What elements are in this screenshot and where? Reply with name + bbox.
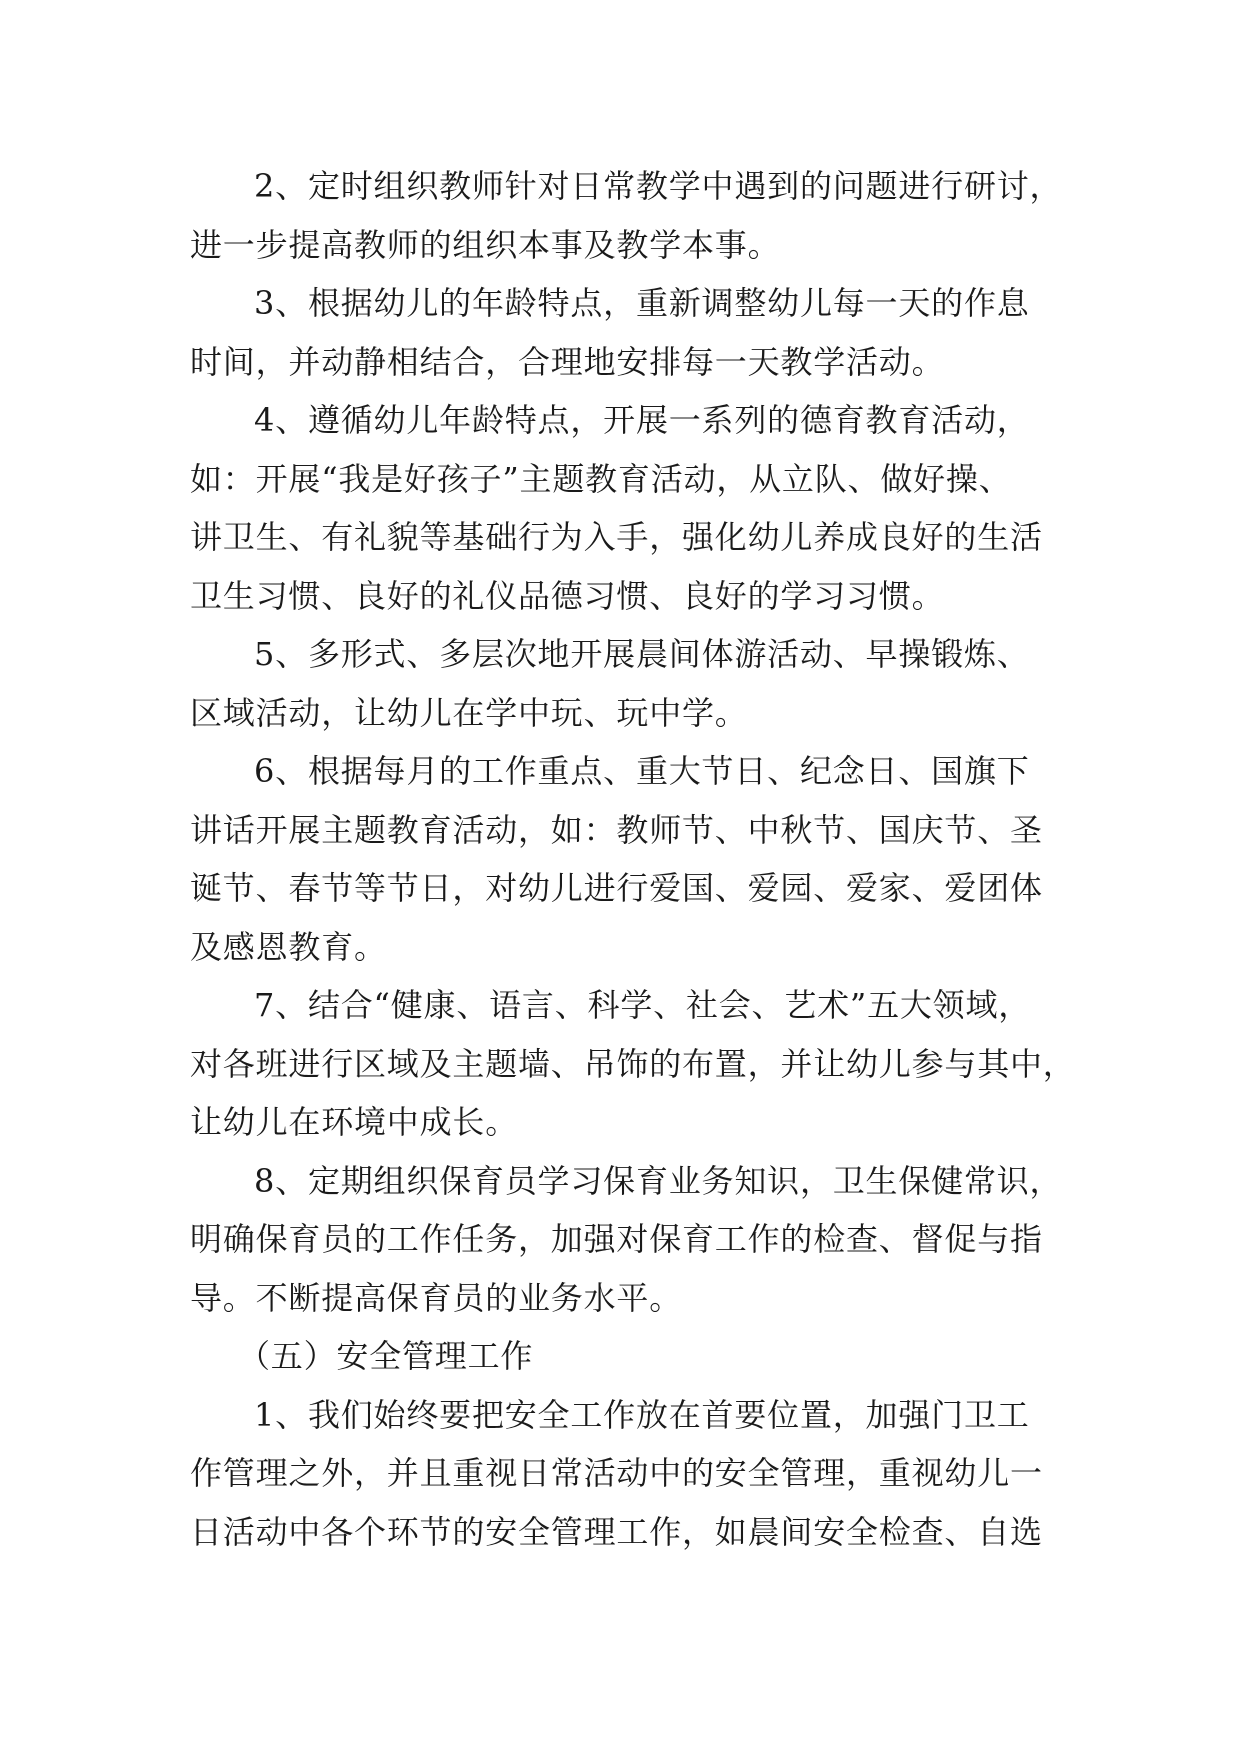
paragraph-6-line-1: 6、根据每月的工作重点、重大节日、纪念日、国旗下: [254, 752, 1030, 790]
paragraph-6-line-2: 讲话开展主题教育活动，如：教师节、中秋节、国庆节、圣: [190, 810, 1043, 849]
section-heading: （五）安全管理工作: [238, 1337, 534, 1375]
paragraph-7-line-2: 对各班进行区域及主题墙、吊饰的布置，并让幼儿参与其中，: [190, 1044, 1076, 1083]
paragraph-4-line-1: 4、遵循幼儿年龄特点，开展一系列的德育教育活动，: [254, 401, 1030, 439]
paragraph-5-line-2: 区域活动，让幼儿在学中玩、玩中学。: [190, 693, 748, 732]
paragraph-7-line-1: 7、结合“健康、语言、科学、社会、艺术”五大领域，: [254, 986, 1032, 1024]
paragraph-8-line-2: 明确保育员的工作任务，加强对保育工作的检查、督促与指: [190, 1220, 1043, 1258]
safety-paragraph-1-line-2: 作管理之外，并且重视日常活动中的安全管理，重视幼儿一: [190, 1454, 1043, 1492]
paragraph-3-line-2: 时间，并动静相结合，合理地安排每一天教学活动。: [190, 342, 945, 381]
safety-paragraph-1-line-1: 1、我们始终要把安全工作放在首要位置，加强门卫工: [254, 1395, 1030, 1434]
paragraph-8-line-1: 8、定期组织保育员学习保育业务知识，卫生保健常识，: [254, 1161, 1063, 1200]
paragraph-8-line-3: 导。不断提高保育员的业务水平。: [190, 1278, 683, 1317]
paragraph-5-line-1: 5、多形式、多层次地开展晨间体游活动、早操锻炼、: [254, 635, 1030, 673]
paragraph-6-line-4: 及感恩教育。: [190, 927, 387, 966]
paragraph-4-line-4: 卫生习惯、良好的礼仪品德习惯、良好的学习习惯。: [190, 576, 945, 615]
paragraph-2-line-1: 2、定时组织教师针对日常教学中遇到的问题进行研讨，: [254, 167, 1063, 205]
document-body: [190, 157, 1076, 1561]
paragraph-2-line-2: 进一步提高教师的组织本事及教学本事。: [190, 225, 781, 264]
paragraph-4-line-3: 讲卫生、有礼貌等基础行为入手，强化幼儿养成良好的生活: [190, 518, 1043, 556]
paragraph-4-line-2: 如：开展“我是好孩子”主题教育活动，从立队、做好操、: [190, 459, 1012, 498]
paragraph-6-line-3: 诞节、春节等节日，对幼儿进行爱国、爱园、爱家、爱团体: [190, 869, 1043, 907]
paragraph-3-line-1: 3、根据幼儿的年龄特点，重新调整幼儿每一天的作息: [254, 284, 1030, 322]
paragraph-7-line-3: 让幼儿在环境中成长。: [190, 1103, 519, 1141]
safety-paragraph-1-line-3: 日活动中各个环节的安全管理工作，如晨间安全检查、自选: [190, 1512, 1043, 1551]
